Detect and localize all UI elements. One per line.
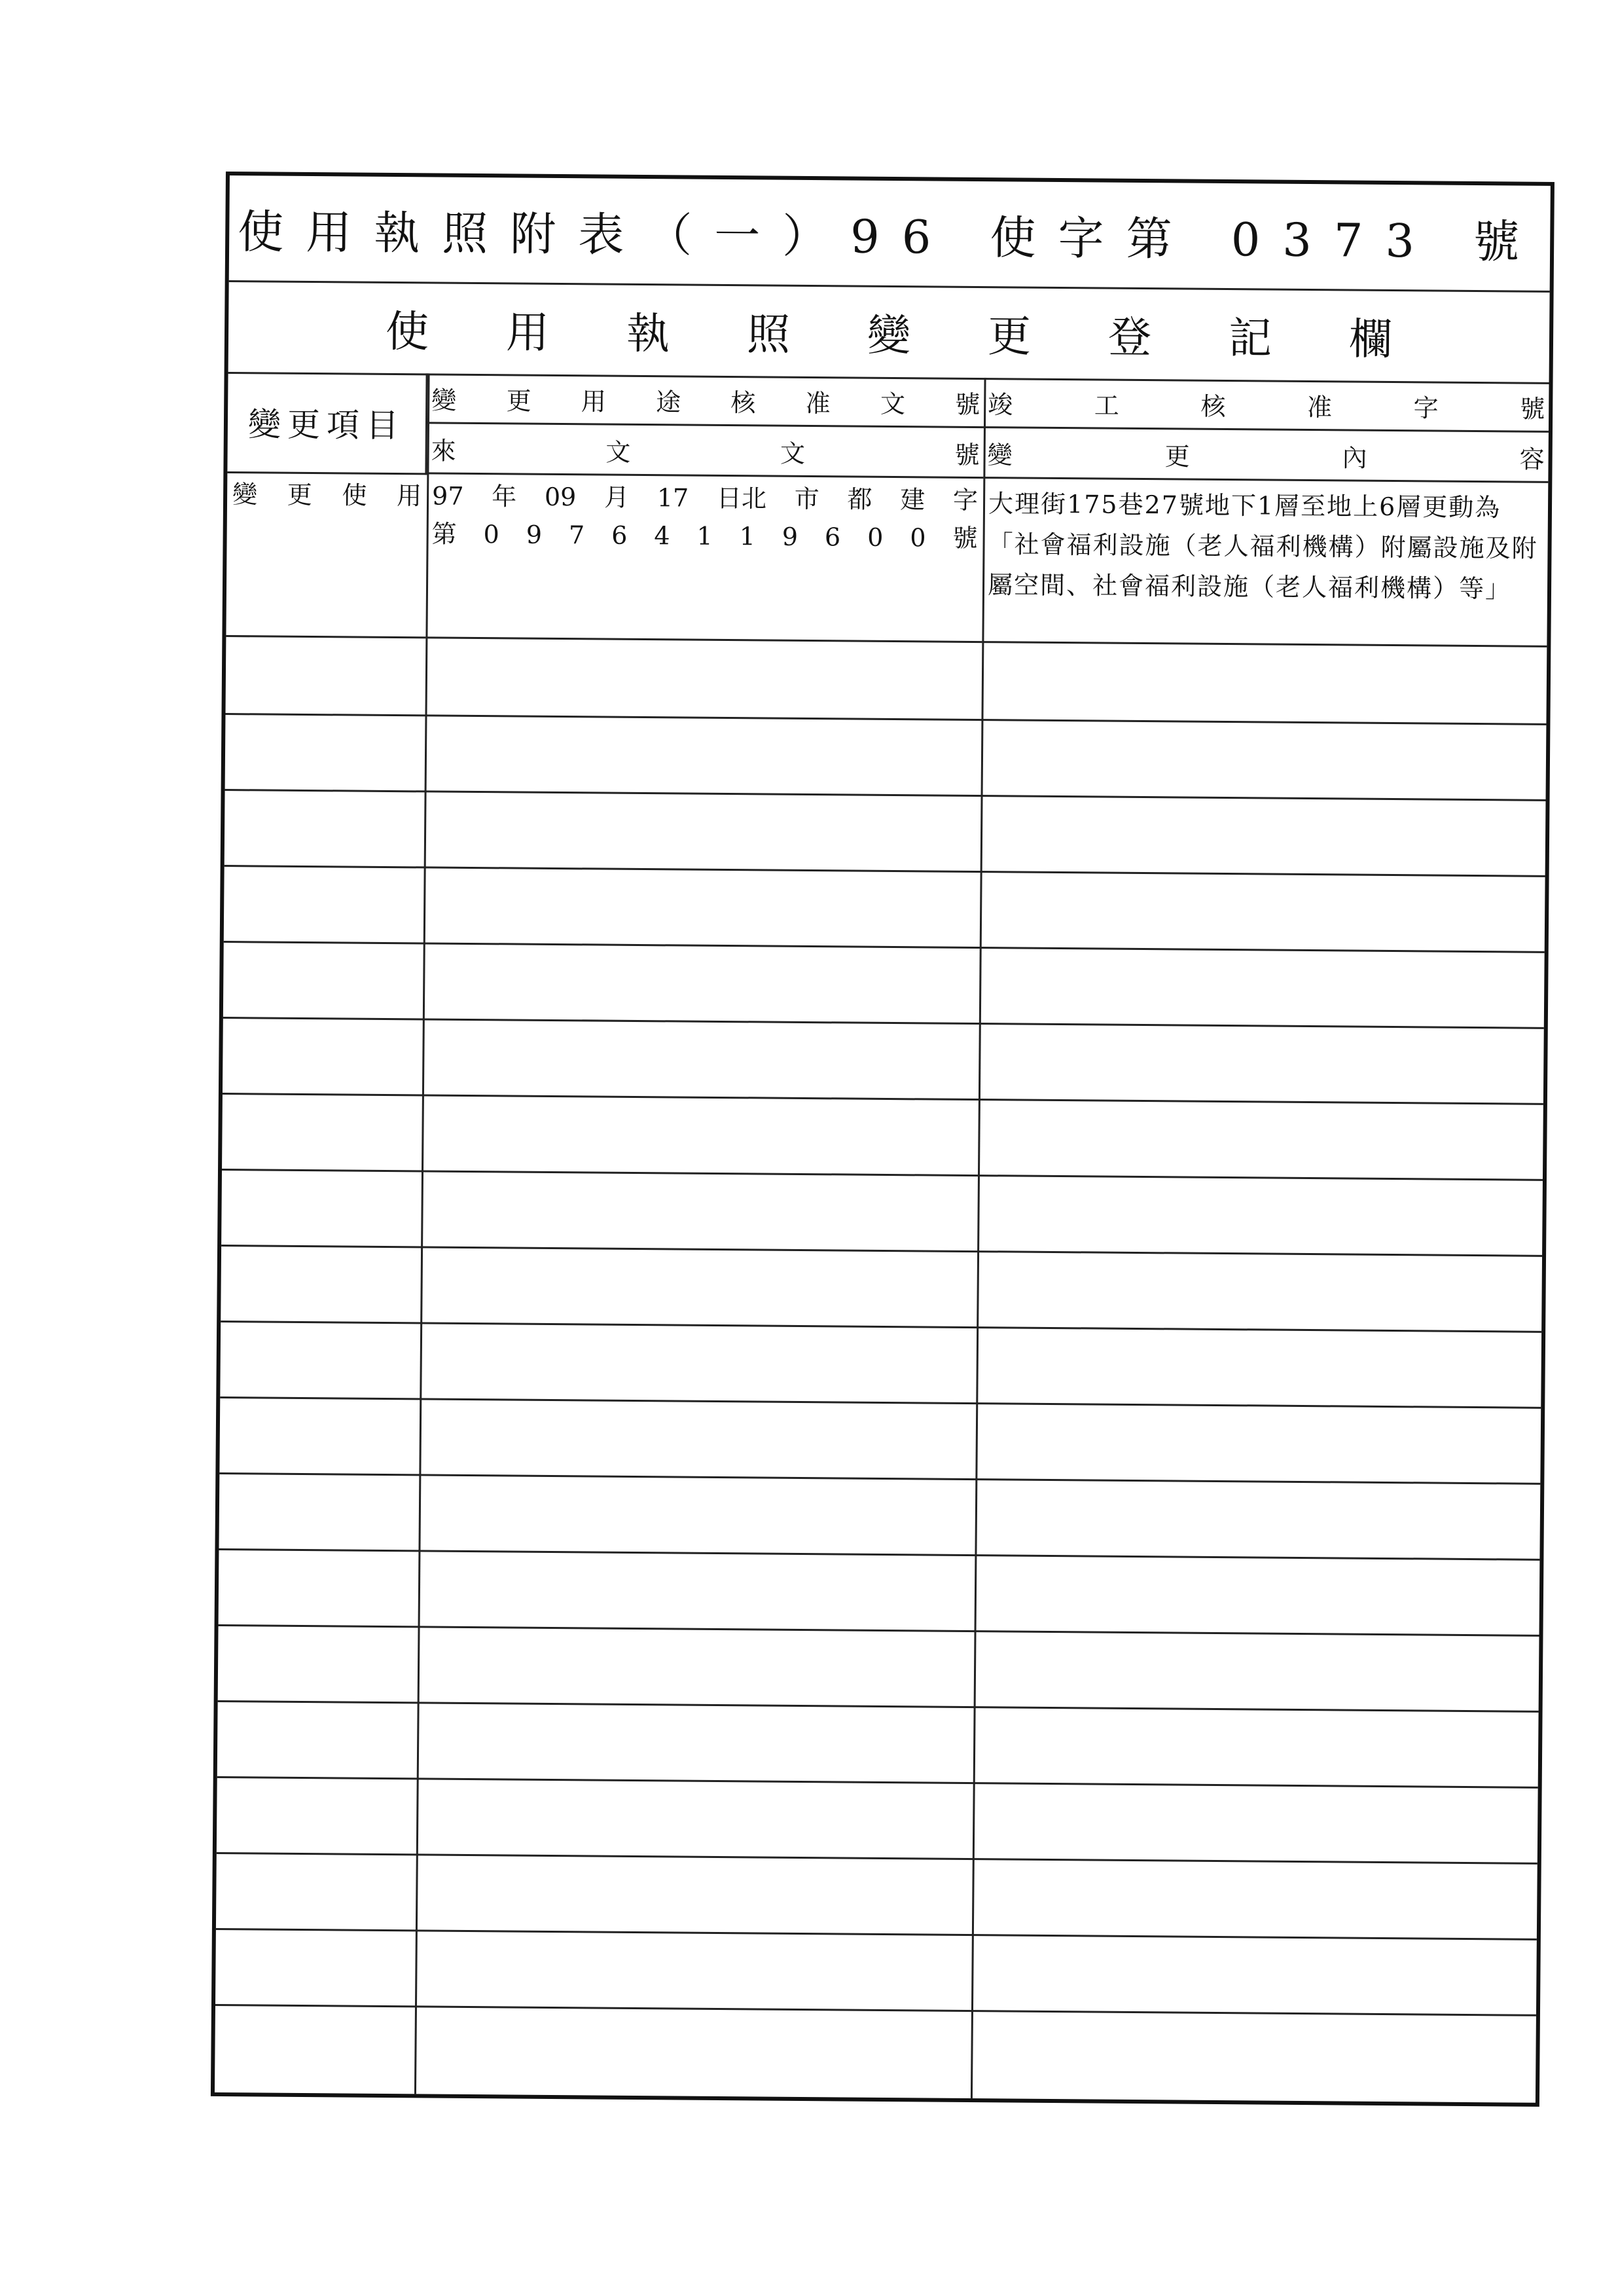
doc-token: 市 xyxy=(794,484,819,514)
subtitle-row xyxy=(228,280,1550,384)
page-title: 使用執照附表（一）96 使字第 0373 號 xyxy=(237,204,1542,269)
empty-table-row xyxy=(225,789,1546,877)
header-char: 核 xyxy=(730,388,756,417)
empty-table-row xyxy=(221,1169,1543,1257)
doc-token: 6 xyxy=(611,520,628,550)
completion-no-header xyxy=(984,378,1549,433)
header-char: 更 xyxy=(1164,441,1190,471)
empty-table-row xyxy=(219,1548,1540,1637)
header-char: 變 xyxy=(987,440,1013,469)
header-char: 號 xyxy=(1520,394,1545,424)
doc-token: 第 xyxy=(431,519,457,549)
doc-token: 日北 xyxy=(716,483,767,513)
doc-token: 7 xyxy=(568,520,585,550)
row1-content-cell xyxy=(982,479,1548,647)
empty-table-row xyxy=(215,1928,1537,2016)
header-char: 文 xyxy=(880,389,906,418)
doc-token: 97 xyxy=(431,481,464,511)
empty-table-row xyxy=(220,1321,1541,1409)
item-char: 用 xyxy=(396,481,422,511)
empty-table-row xyxy=(219,1472,1540,1561)
empty-table-row xyxy=(223,1017,1544,1105)
header-char: 字 xyxy=(1413,393,1439,423)
doc-token: 4 xyxy=(654,521,670,551)
header-char: 核 xyxy=(1200,392,1226,421)
empty-table-row xyxy=(225,713,1547,801)
empty-table-row xyxy=(216,1852,1537,1941)
doc-token: 年 xyxy=(492,482,517,511)
header-char: 用 xyxy=(581,386,607,416)
incoming-doc-header xyxy=(427,424,984,479)
change-content-text: 大理街175巷27號地下1層至地上6層更動為「社會福利設施（老人福利機構）附屬設施及附屬空間、社會福利設施（老人福利機構）等」 xyxy=(987,489,1538,604)
header-char: 竣 xyxy=(988,390,1013,419)
header-char: 變 xyxy=(431,385,457,415)
row1-doc-cell xyxy=(425,475,983,643)
change-content-header xyxy=(983,428,1549,483)
change-item-header: 變更項目 xyxy=(227,372,427,475)
doc-token: 09 xyxy=(544,482,577,512)
header-char: 准 xyxy=(805,388,831,418)
item-char: 更 xyxy=(287,480,312,510)
row1-item-cell xyxy=(226,473,427,638)
change-item-value xyxy=(227,473,427,513)
doc-token: 0 xyxy=(483,520,500,549)
header-char: 來 xyxy=(431,435,456,465)
empty-table-row xyxy=(224,865,1545,953)
doc-token: 建 xyxy=(900,485,926,515)
doc-token: 字 xyxy=(952,485,979,515)
license-attachment-form xyxy=(211,172,1555,2107)
empty-table-row xyxy=(218,1624,1539,1713)
item-char: 變 xyxy=(232,480,258,509)
doc-token: 0 xyxy=(910,523,926,553)
doc-token: 1 xyxy=(696,521,713,551)
empty-table-row xyxy=(219,1396,1541,1485)
header-char: 文 xyxy=(780,439,806,468)
doc-token: 月 xyxy=(603,483,630,512)
header-char: 內 xyxy=(1342,443,1367,473)
header-char: 途 xyxy=(655,387,681,416)
doc-token: 都 xyxy=(847,484,872,514)
header-char: 更 xyxy=(506,386,531,416)
doc-line-2 xyxy=(426,513,982,555)
empty-table-row xyxy=(223,941,1545,1029)
item-char: 使 xyxy=(342,481,367,510)
empty-table-row xyxy=(215,2004,1536,2090)
doc-token: 6 xyxy=(824,522,841,552)
doc-token: 號 xyxy=(952,523,978,553)
doc-token: 9 xyxy=(526,520,543,549)
doc-token: 0 xyxy=(867,522,884,552)
header-char: 文 xyxy=(605,437,631,467)
section-title: 使用執照變更登記欄 xyxy=(385,306,1470,365)
approval-doc-header xyxy=(427,373,984,428)
header-char: 號 xyxy=(954,440,980,469)
title-row xyxy=(229,175,1551,293)
doc-line-1 xyxy=(427,475,983,517)
empty-table-row xyxy=(217,1776,1538,1865)
empty-table-row xyxy=(222,1093,1543,1181)
empty-table-row xyxy=(225,637,1547,725)
header-char: 准 xyxy=(1306,392,1333,422)
header-char: 工 xyxy=(1094,390,1120,420)
empty-table-row xyxy=(217,1700,1539,1789)
header-char: 容 xyxy=(1519,445,1545,474)
header-char: 號 xyxy=(955,390,980,419)
doc-token: 9 xyxy=(782,522,799,551)
doc-token: 1 xyxy=(739,522,756,551)
empty-table-row xyxy=(221,1245,1542,1333)
doc-token: 17 xyxy=(656,483,689,513)
